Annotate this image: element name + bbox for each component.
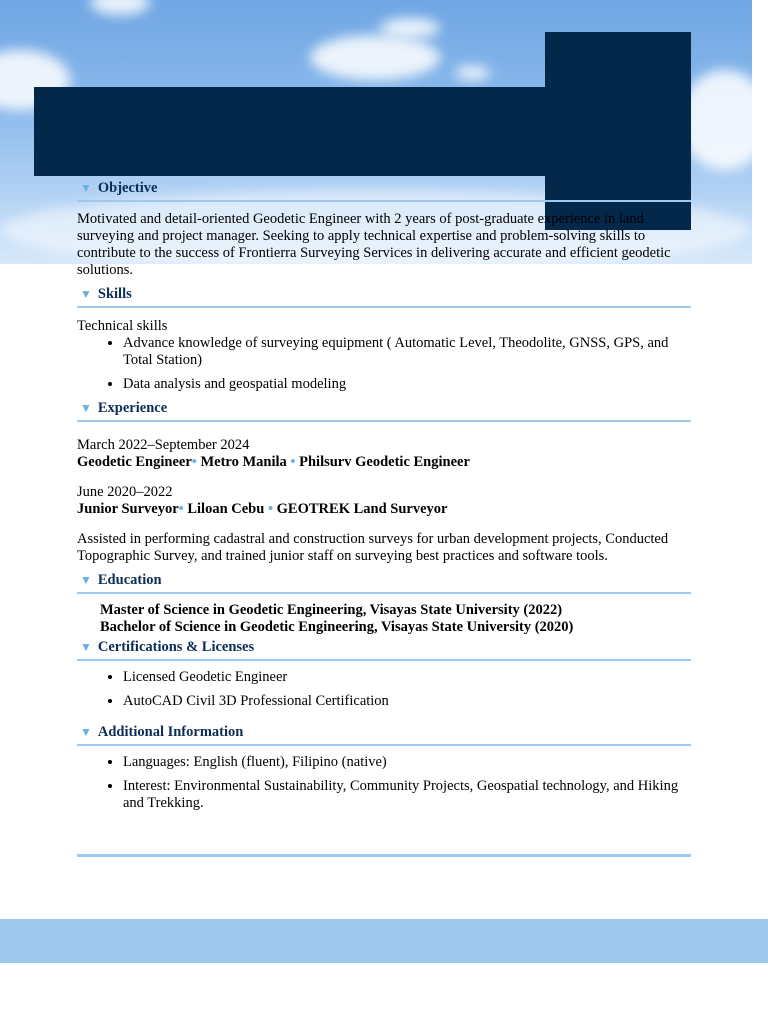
bullet-icon: • (290, 454, 296, 470)
skills-subtitle: Technical skills (77, 318, 168, 334)
triangle-down-icon: ▼ (80, 286, 92, 301)
job-location: Metro Manila (200, 454, 287, 470)
list-item: • Languages: English (fluent), Filipino (native) (123, 754, 691, 771)
section-title: Objective (97, 179, 158, 196)
bottom-divider (77, 854, 691, 857)
section-title: Certifications & Licenses (97, 638, 255, 655)
triangle-down-icon: ▼ (80, 639, 92, 654)
education-list (77, 602, 691, 636)
triangle-down-icon: ▼ (80, 400, 92, 415)
bullet-icon: • (191, 454, 197, 470)
section-title: Skills (97, 285, 132, 302)
degree: Master of Science in Geodetic Engineering, Visayas State University (2022) (100, 602, 563, 618)
section-skills-heading (77, 284, 691, 308)
job-entry (77, 437, 691, 471)
footer-band (0, 919, 768, 963)
section-title: Experience (97, 399, 168, 416)
bullet-icon: • (267, 501, 274, 517)
list-item: • Advance knowledge of surveying equipment ( Automatic Level, Theodolite, GNSS, GPS, and Total Station) (123, 335, 691, 369)
section-title: Additional Information (97, 723, 244, 740)
job-role: Junior Surveyor (77, 501, 179, 517)
additional-list (77, 754, 691, 812)
triangle-down-icon: ▼ (80, 572, 92, 587)
job-role: Geodetic Engineer (77, 454, 192, 470)
header-name-band (34, 87, 546, 176)
skills-list (77, 335, 691, 393)
degree: Bachelor of Science in Geodetic Engineering, Visayas State University (2020) (100, 619, 574, 635)
list-item: • Interest: Environmental Sustainability, Community Projects, Geospatial technology, and Hiking and Trekking. (123, 778, 691, 812)
section-objective-heading (77, 178, 691, 202)
objective-text: Motivated and detail-oriented Geodetic Engineer with 2 years of post-graduate experience in land surveying and project manager. Seeking to apply technical expertise and problem-solving skills to contribute to the success of Frontierra Surveying Services in delivering accurate and efficient geodetic solutions. (77, 211, 671, 278)
job-location: Liloan Cebu (187, 501, 265, 517)
section-experience-heading (77, 398, 691, 422)
triangle-down-icon: ▼ (80, 724, 92, 739)
section-certifications-heading (77, 637, 691, 661)
resume-content (77, 178, 691, 819)
section-education-heading (77, 570, 691, 594)
job-dates: March 2022–September 2024 (77, 437, 250, 453)
list-item: • AutoCAD Civil 3D Professional Certification (123, 693, 691, 710)
bullet-icon: • (178, 501, 184, 517)
job-company: Philsurv Geodetic Engineer (299, 454, 470, 470)
list-item: • Data analysis and geospatial modeling (123, 376, 691, 393)
section-additional-heading (77, 722, 691, 746)
job-dates: June 2020–2022 (77, 484, 173, 500)
job-entry (77, 484, 691, 518)
section-title: Education (97, 571, 162, 588)
list-item: • Licensed Geodetic Engineer (123, 669, 691, 686)
job-company: GEOTREK Land Surveyor (276, 501, 448, 517)
certifications-list (77, 669, 691, 710)
triangle-down-icon: ▼ (80, 180, 92, 195)
experience-description: Assisted in performing cadastral and construction surveys for urban development projects, Conducted Topographic Survey, and trained junior staff on surveying best practices and software tools. (77, 531, 669, 564)
